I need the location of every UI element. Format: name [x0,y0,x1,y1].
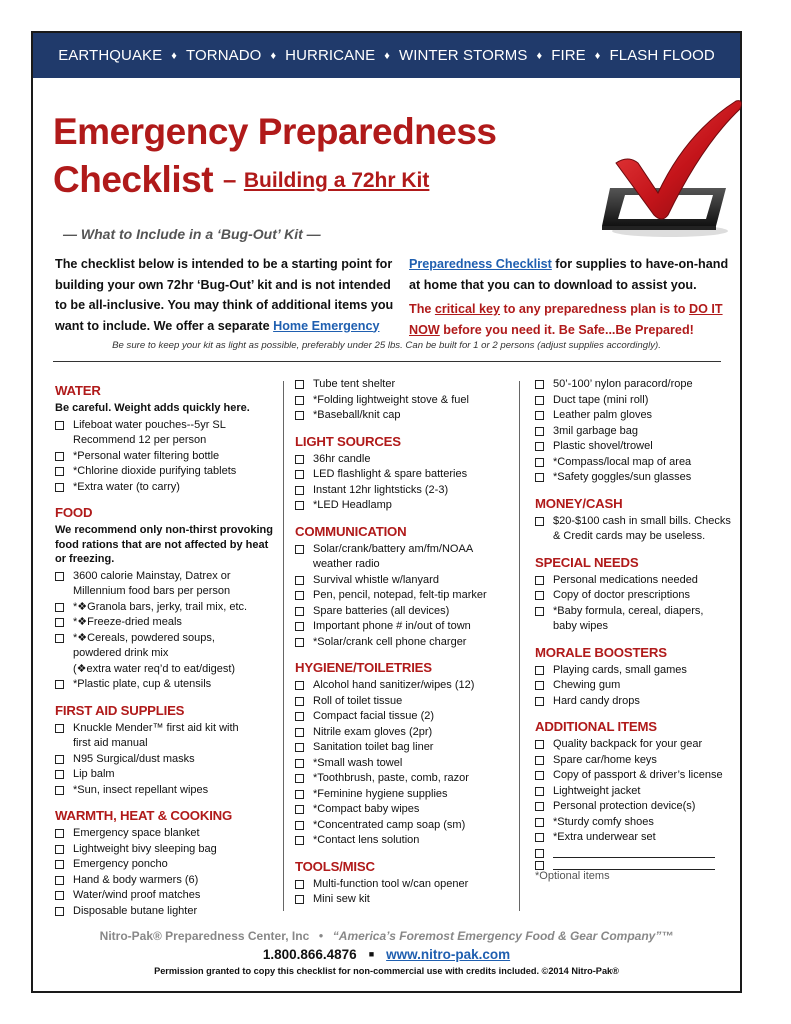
divider [53,361,721,362]
page-subtitle: Building a 72hr Kit [243,169,430,192]
footer-contact-line [33,947,740,962]
column-2 [295,377,520,908]
checklist-item-label: $20-$100 cash in small bills. Checks [553,514,731,527]
checklist-item [55,888,280,904]
checkbox[interactable] [295,805,304,814]
checkbox[interactable] [535,442,544,451]
page-title-checklist: Checklist [53,159,214,200]
checkbox[interactable] [535,697,544,706]
checklist-item-continued [55,662,280,678]
checklist-item [55,449,280,465]
diamond-separator: ♦ [171,49,177,62]
checklist-item-label: Alcohol hand sanitizer/wipes (12) [313,679,475,691]
checkbox[interactable] [55,770,64,779]
page-title-line1: Emergency Preparedness [53,111,497,152]
checklist-item-label: first aid manual [73,737,148,749]
checkbox[interactable] [295,501,304,510]
hazard-item: TORNADO [186,47,262,64]
checklist-item [55,767,280,783]
checkbox[interactable] [295,455,304,464]
checklist-item-label: Chewing gum [553,679,621,691]
checkbox[interactable] [295,880,304,889]
checklist-item [295,877,520,893]
checklist-item [55,752,280,768]
checklist-item [535,784,740,800]
hazard-item: WINTER STORMS [398,47,528,64]
write-in-line[interactable] [553,858,715,870]
checklist-item-label: *Chlorine dioxide purifying tablets [73,465,237,477]
checklist-item-label: Emergency space blanket [73,827,200,839]
checklist-item-label: Lifeboat water pouches--5yr SL [73,418,226,431]
checklist-item-label: *Compact baby wipes [313,803,420,815]
checklist-item-label: *Plastic plate, cup & utensils [73,678,212,690]
blank-checklist-item [535,858,740,870]
checklist-item [55,418,280,434]
checklist-item-label: *Personal water filtering bottle [73,449,220,462]
footer-company-line [33,929,740,943]
checklist-page [31,31,742,993]
checklist-item [535,663,740,679]
checkbox[interactable] [535,833,544,842]
checklist-item [295,408,520,424]
checklist-item [295,802,520,818]
checklist-item-label: Compact facial tissue (2) [313,710,435,722]
checkbox-indent [55,433,64,449]
intro-left [55,254,395,336]
footer-dot: ● [318,931,324,940]
checklist-item-continued [535,619,740,635]
checkbox[interactable] [295,380,304,389]
section-heading: SPECIAL NEEDS [535,554,639,570]
page-title-line2 [53,159,429,201]
checkbox[interactable] [55,572,64,581]
checklist-item-label: *LED Headlamp [313,499,392,511]
checkbox[interactable] [295,790,304,799]
checkbox[interactable] [535,458,544,467]
section-heading: MORALE BOOSTERS [535,644,667,660]
checkbox[interactable] [295,396,304,405]
checkmark-box-icon [598,93,743,243]
checkbox[interactable] [55,891,64,900]
section-heading: WARMTH, HEAT & COOKING [55,808,233,823]
checklist-item [295,604,520,620]
checklist-item-label: Knuckle Mender™ first aid kit with [73,721,239,734]
checkbox[interactable] [295,712,304,721]
checklist-item [535,678,740,694]
checkbox[interactable] [535,771,544,780]
checklist-item-label: *Sun, insect repellant wipes [73,783,209,796]
checkbox[interactable] [535,818,544,827]
checkbox[interactable] [535,396,544,405]
checkbox[interactable] [295,576,304,585]
checkbox[interactable] [535,427,544,436]
kit-tagline: — What to Include in a ‘Bug-Out’ Kit — [63,226,321,242]
checklist-item [55,721,280,737]
checkbox[interactable] [295,486,304,495]
checklist-item [535,753,740,769]
checklist-item-label: *❖Granola bars, jerky, trail mix, etc. [73,600,248,613]
checklist-item [55,615,280,631]
checkbox[interactable] [55,452,64,461]
checklist-item [535,815,740,831]
checklist-item-label: Solar/crank/battery am/fm/NOAA [313,542,474,555]
diamond-separator: ♦ [594,49,601,62]
checkbox[interactable] [55,618,64,627]
checklist-item-label: Spare batteries (all devices) [313,604,450,617]
checkbox[interactable] [55,483,64,492]
checkbox[interactable] [295,743,304,752]
checklist-item-label: Lightweight bivy sleeping bag [73,842,217,855]
checkbox-indent [535,529,544,545]
checklist-item-label: Recommend 12 per person [73,434,207,446]
key-pre: The [409,302,435,316]
section-heading: MONEY/CASH [535,495,623,511]
checklist-item [535,377,740,393]
checklist-item [295,542,520,558]
checkbox-indent [535,619,544,635]
checklist-item [295,635,520,651]
checklist-item-label: Quality backpack for your gear [553,738,703,750]
checkbox[interactable] [535,756,544,765]
checklist-item-label: 3600 calorie Mainstay, Datrex or [73,569,231,582]
section-heading: ADDITIONAL ITEMS [535,719,657,734]
checklist-item [535,424,740,440]
checklist-item-label: 3mil garbage bag [553,424,639,437]
hazard-item: HURRICANE [285,47,376,64]
checkbox-indent [55,584,64,600]
checkbox[interactable] [295,622,304,631]
checklist-item [535,799,740,815]
home-emergency-link[interactable]: Home Emergency [273,318,380,333]
checkbox[interactable] [55,680,64,689]
checklist-item [535,439,740,455]
key-critical: critical key [434,302,501,316]
checkbox[interactable] [535,607,544,616]
checklist-item [55,857,280,873]
checklist-item-label: weather radio [313,558,380,570]
hazard-banner [33,33,740,78]
optional-footnote: *Optional items [535,869,610,882]
checklist-item [55,569,280,585]
checklist-item [535,393,740,409]
checklist-item-label: Leather palm gloves [553,409,653,421]
checklist-item [295,483,520,499]
checklist-item-label: Water/wind proof matches [73,889,201,901]
column-1 [55,377,280,919]
checklist-item [55,826,280,842]
checklist-item [535,573,740,589]
checkbox[interactable] [535,681,544,690]
footer-permission: Permission granted to copy this checklist for non-commercial use with credits included. ©2014 Nitro-Pak® [154,966,619,976]
checklist-item [535,694,740,710]
checklist-item [55,600,280,616]
checklist-item [535,588,740,604]
checkbox[interactable] [295,470,304,479]
checklist-item-label: Survival whistle w/lanyard [313,573,439,586]
checklist-item-label: Multi-function tool w/can opener [313,877,469,890]
checklist-item [535,455,740,471]
checkbox-indent [55,646,64,662]
checkbox[interactable] [535,473,544,482]
checkbox[interactable] [295,836,304,845]
checklist-item-label: *Extra water (to carry) [73,480,180,493]
checklist-item [295,833,520,849]
checklist-item-label: *Solar/crank cell phone charger [313,635,467,648]
checklist-item-label: Instant 12hr lightsticks (2-3) [313,483,449,496]
key-mid: to any preparedness plan is to [500,302,689,316]
checkbox[interactable] [535,787,544,796]
checkbox-indent [55,662,64,678]
checklist-item [295,467,520,483]
hazard-item: FIRE [551,47,586,64]
checklist-item [295,452,520,468]
key-do-it-now: DO IT NOW [409,302,723,337]
checkbox[interactable] [295,895,304,904]
checklist-item [55,631,280,647]
checklist-item-label: powdered drink mix [73,647,169,659]
checkbox[interactable] [535,740,544,749]
checklist-item-label: *Extra underwear set [553,831,656,843]
checklist-item-label: Emergency poncho [73,858,168,870]
checklist-item-label: Hand & body warmers (6) [73,873,199,886]
checkbox[interactable] [535,576,544,585]
checklist-item [55,783,280,799]
checkbox[interactable] [55,876,64,885]
checklist-item-label: LED flashlight & spare batteries [313,468,468,480]
checklist-item-continued [55,736,280,752]
footer-phone: 1.800.866.4876 [262,947,357,962]
checkbox[interactable] [535,591,544,600]
checklist-item-label: Personal protection device(s) [553,800,696,812]
checkbox[interactable] [55,724,64,733]
checklist-item-label: Plastic shovel/trowel [553,440,653,452]
checkbox[interactable] [295,697,304,706]
checklist-item-label: *Toothbrush, paste, comb, razor [313,772,469,784]
checkbox[interactable] [295,774,304,783]
checklist-item-label: *Compass/local map of area [553,455,692,468]
intro-left-text: The checklist below is intended to be a starting point for building your own 72hr ‘Bug-Out’ kit and is not intended to be all-inclusive. You may think of additional items you want to include. We offer a separate [55,257,394,333]
checkbox[interactable] [55,603,64,612]
column-3 [535,377,740,882]
checkbox[interactable] [55,907,64,916]
preparedness-checklist-link[interactable]: Preparedness Checklist [409,257,552,271]
checklist-item [295,678,520,694]
section-heading: LIGHT SOURCES [295,433,401,449]
checklist-item [295,818,520,834]
footer-slogan: “America’s Foremost Emergency Food & Gear Company”™ [332,929,674,943]
checklist-item-label: *Feminine hygiene supplies [313,787,448,800]
checklist-item-label: baby wipes [553,620,609,632]
section-note: We recommend only non-thirst provoking food rations that are not affected by heat or freezing. [55,524,273,565]
checklist-item-label: *Concentrated camp soap (sm) [313,818,466,831]
section-heading: COMMUNICATION [295,523,407,539]
checkbox[interactable] [55,860,64,869]
hazard-item: EARTHQUAKE [58,47,163,64]
write-in-line[interactable] [553,846,715,858]
checkbox[interactable] [295,759,304,768]
checklist-item-label: 36hr candle [313,452,371,465]
checkbox[interactable] [295,728,304,737]
column-divider [283,381,284,911]
section-heading: WATER [55,383,101,398]
checklist-item [295,725,520,741]
checklist-item [535,737,740,753]
checklist-item-label: *Baby formula, cereal, diapers, [553,604,704,617]
checklist-item-continued [295,557,520,573]
checklist-item-label: *Folding lightweight stove & fuel [313,393,469,406]
checklist-item-label: 50’-100’ nylon paracord/rope [553,378,693,390]
checkbox[interactable] [55,845,64,854]
checklist-item [295,619,520,635]
checklist-item-label: Mini sew kit [313,893,370,905]
checklist-item [295,740,520,756]
checklist-item-label: Copy of doctor prescriptions [553,589,690,601]
checklist-item-continued [535,529,740,545]
checklist-item-continued [55,584,280,600]
footer-bullet: ■ [368,949,375,959]
checklist-item-label: Spare car/home keys [553,753,657,766]
checkbox[interactable] [55,467,64,476]
checklist-item-label: Millennium food bars per person [73,585,231,597]
critical-key-message [409,299,739,340]
checklist-item-label: Important phone # in/out of town [313,620,471,632]
checklist-item-label: Lip balm [73,768,115,780]
checklist-item-label: *Contact lens solution [313,834,420,846]
checklist-item [295,787,520,803]
checklist-item-label: (❖extra water req’d to eat/digest) [73,662,236,675]
hazard-item: FLASH FLOOD [609,47,715,64]
checkbox[interactable] [55,755,64,764]
footer-website-link[interactable]: www.nitro-pak.com [386,947,511,962]
checklist-item-label: Personal medications needed [553,573,698,586]
checklist-item-label: Nitrile exam gloves (2pr) [313,725,433,738]
section-heading: FIRST AID SUPPLIES [55,702,185,718]
checkbox[interactable] [295,591,304,600]
weight-note: Be sure to keep your kit as light as possible, preferably under 25 lbs. Can be built for 1 or 2 persons (adjust supplies accordingly). [112,340,661,351]
checklist-item-label: Playing cards, small games [553,663,687,676]
checklist-item-label: *❖Cereals, powdered soups, [73,631,215,644]
checklist-item-label: N95 Surgical/dust masks [73,752,195,765]
checklist-item [295,892,520,908]
checkbox[interactable] [55,786,64,795]
checklist-item-label: *Sturdy comfy shoes [553,815,654,828]
checkbox[interactable] [295,821,304,830]
checklist-item [295,709,520,725]
checkbox[interactable] [535,861,544,870]
checkbox[interactable] [535,517,544,526]
checkbox[interactable] [295,638,304,647]
checklist-item [295,377,520,393]
checklist-item-label: Disposable butane lighter [73,904,198,917]
title-dash: – [223,167,236,194]
checklist-item-continued [55,433,280,449]
intro-right [409,254,739,340]
checklist-item-label: Sanitation toilet bag liner [313,741,434,753]
checklist-item [295,588,520,604]
checklist-item [55,677,280,693]
checklist-item [295,694,520,710]
checkbox[interactable] [535,802,544,811]
checklist-item [55,873,280,889]
checkbox[interactable] [295,607,304,616]
checklist-item [535,768,740,784]
footer-company: Nitro-Pak® Preparedness Center, Inc [99,929,310,943]
intro-right-text: for supplies to have-on-hand at home that you can to download to assist you. [409,257,729,292]
checklist-item [535,408,740,424]
diamond-separator: ♦ [270,49,277,62]
checklist-item [295,771,520,787]
blank-checklist-item [535,846,740,858]
checklist-item-label: Copy of passport & driver’s license [553,769,723,781]
checklist-item-label: *Safety goggles/sun glasses [553,471,692,483]
checkbox[interactable] [55,634,64,643]
checkbox[interactable] [535,380,544,389]
checklist-item-label: Hard candy drops [553,694,640,707]
checklist-item-label: Duct tape (mini roll) [553,393,649,406]
checklist-item-label: Pen, pencil, notepad, felt-tip marker [313,589,487,601]
checklist-item [55,904,280,920]
checkbox-indent [55,736,64,752]
section-note: Be careful. Weight adds quickly here. [55,402,250,414]
checkbox[interactable] [55,421,64,430]
checkbox[interactable] [295,545,304,554]
checklist-item-label: & Credit cards may be useless. [553,530,706,542]
checklist-item [535,514,740,530]
checklist-item [535,830,740,846]
diamond-separator: ♦ [536,49,543,62]
checkbox[interactable] [295,411,304,420]
checklist-item [55,842,280,858]
checklist-item-continued [55,646,280,662]
checkbox[interactable] [535,411,544,420]
checklist-item-label: *Baseball/knit cap [313,409,401,421]
section-heading: HYGIENE/TOILETRIES [295,660,432,675]
checklist-item-label: Roll of toilet tissue [313,694,403,707]
checklist-item [55,464,280,480]
checklist-item [295,498,520,514]
column-divider [519,381,520,911]
checklist-item [535,470,740,486]
diamond-separator: ♦ [384,49,390,62]
section-heading: TOOLS/MISC [295,858,375,874]
checklist-item-label: Tube tent shelter [313,378,396,390]
checklist-item-label: Lightweight jacket [553,784,641,797]
checkbox-indent [295,557,304,573]
section-heading: FOOD [55,505,93,520]
checkbox[interactable] [535,666,544,675]
checklist-item [535,604,740,620]
checklist-item-label: *Small wash towel [313,756,403,769]
checklist-item [295,393,520,409]
key-post: before you need it. Be Safe...Be Prepared! [439,322,694,337]
checkbox[interactable] [535,849,544,858]
checklist-item [295,573,520,589]
checklist-item-label: *❖Freeze-dried meals [73,616,182,628]
checklist-item [55,480,280,496]
checklist-item [295,756,520,772]
checkbox[interactable] [55,829,64,838]
checkbox[interactable] [295,681,304,690]
